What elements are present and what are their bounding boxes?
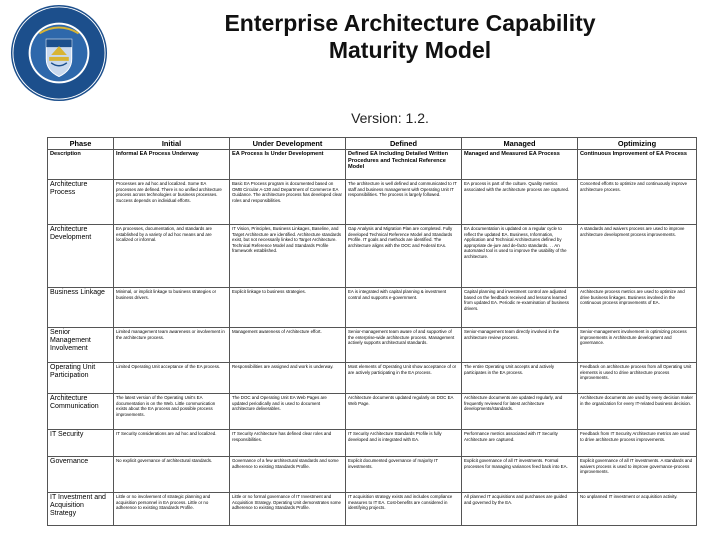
table-cell: Architecture documents updated regularly on DOC EA Web Page. — [346, 394, 462, 430]
column-header-managed: Managed — [462, 138, 578, 150]
table-cell: Limited management team awareness or involvement in the architecture process. — [114, 328, 230, 363]
table-cell: IT Security considerations are ad hoc and localized. — [114, 430, 230, 457]
table-cell: All planned IT acquisitions and purchases are guided and governed by the EA. — [462, 493, 578, 526]
table-cell: Concerted efforts to optimize and continuously improve architecture process. — [578, 180, 697, 225]
table-cell: Feedback from IT Security Architecture metrics are used to drive architecture process improvements. — [578, 430, 697, 457]
table-cell: Responsibilities are assigned and work is underway. — [230, 363, 346, 394]
table-cell: A standards and waivers process are used to improve architecture development process improvements. — [578, 225, 697, 288]
table-cell: EA is integrated with capital planning & investment control and supports e-government. — [346, 288, 462, 328]
table-cell: Governance of a few architectural standards and some adherence to existing Standards Profile. — [230, 457, 346, 493]
table-row-operating-unit-participation — [48, 363, 697, 394]
table-cell: The entire Operating Unit accepts and actively participates in the EA process. — [462, 363, 578, 394]
version-label: Version: 1.2. — [351, 110, 429, 126]
department-of-commerce-seal — [10, 4, 108, 102]
table-cell: Little or no formal governance of IT Investment and Acquisition Strategy. Operating Unit demonstrates some adherence to existing Standards Profile. — [230, 493, 346, 526]
table-cell: Gap Analysis and Migration Plan are completed. Fully developed Technical Reference Model and Standards Profile. IT goals and methods are identified. The architecture aligns with the DOC and Federal EAs. — [346, 225, 462, 288]
table-cell: Senior-management team directly involved in the architecture review process. — [462, 328, 578, 363]
column-header-phase: Phase — [48, 138, 114, 150]
table-cell: Basic EA Process program is documented based on OMB Circular A-130 and Department of Commerce EA Guidance. The architecture process has developed clear roles and responsibilities. — [230, 180, 346, 225]
table-cell: Performance metrics associated with IT Security Architecture are captured. — [462, 430, 578, 457]
row-header: Operating Unit Participation — [48, 363, 114, 394]
page-title — [150, 10, 670, 64]
table-row-governance — [48, 457, 697, 493]
table-cell: EA Process Is Under Development — [230, 150, 346, 180]
table-cell: Minimal, or implicit linkage to business strategies or business drivers. — [114, 288, 230, 328]
table-cell: Architecture documents are updated regularly, and frequently reviewed for latest architecture developments/standards. — [462, 394, 578, 430]
title-line-2: Maturity Model — [328, 37, 492, 63]
table-cell: EA processes, documentation, and standards are established by a variety of ad hoc means and are localized or informal. — [114, 225, 230, 288]
row-header: Description — [48, 150, 114, 180]
table-cell: Little or no involvement of strategic planning and acquisition personnel in EA process. Little or no adherence to existing Standards Profile. — [114, 493, 230, 526]
table-cell: The DOC and Operating Unit EA Web Pages are updated periodically and is used to document architecture deliverables. — [230, 394, 346, 430]
table-cell: Informal EA Process Underway — [114, 150, 230, 180]
table-cell: IT Security Architecture has defined clear roles and responsibilities. — [230, 430, 346, 457]
table-cell: Feedback on architecture process from all Operating Unit elements is used to drive architecture process improvements. — [578, 363, 697, 394]
table-cell: Limited Operating Unit acceptance of the EA process. — [114, 363, 230, 394]
table-cell: Architecture documents are used by every decision maker in the organization for every IT-related business decision. — [578, 394, 697, 430]
table-cell: No unplanned IT investment or acquisition activity. — [578, 493, 697, 526]
table-header-row — [48, 138, 697, 150]
table-cell: EA documentation is updated on a regular cycle to reflect the updated EA. Business, Information, Application and Technical Architectures defined by appropriate de-jure and de-facto standards. . . An automated tool is used to improve the usability of the architecture. — [462, 225, 578, 288]
row-header: Architecture Development — [48, 225, 114, 288]
table-cell: Explicit documented governance of majority IT investments. — [346, 457, 462, 493]
row-header: Business Linkage — [48, 288, 114, 328]
table-cell: Capital planning and investment control are adjusted based on the feedback received and lessons learned from updated EA. Periodic re-examination of business drivers. — [462, 288, 578, 328]
row-header: IT Security — [48, 430, 114, 457]
column-header-initial: Initial — [114, 138, 230, 150]
table-cell: IT Security Architecture Standards Profile is fully developed and is integrated with EA. — [346, 430, 462, 457]
column-header-under-development: Under Development — [230, 138, 346, 150]
table-cell: Explicit linkage to business strategies. — [230, 288, 346, 328]
table-cell: Senior-management team aware of and supportive of the enterprise-wide architecture process. Management actively supports architectural standards. — [346, 328, 462, 363]
maturity-model-table — [47, 137, 697, 526]
table-row-description — [48, 150, 697, 180]
table-cell: Processes are ad hoc and localized. Some EA processes are defined. There is no unified architecture process across technologies or business processes. Success depends on individual efforts. — [114, 180, 230, 225]
table-cell: Management awareness of Architecture effort. — [230, 328, 346, 363]
table-cell: The latest version of the Operating Unit's EA documentation is on the Web. Little communication exists about the EA process and possible process improvements. — [114, 394, 230, 430]
row-header: Senior Management Involvement — [48, 328, 114, 363]
table-row-senior-management-involvement — [48, 328, 697, 363]
table-row-architecture-process — [48, 180, 697, 225]
table-cell: Continuous Improvement of EA Process — [578, 150, 697, 180]
table-cell: Senior-management involvement in optimizing process improvements in Architecture development and governance. — [578, 328, 697, 363]
table-row-architecture-communication — [48, 394, 697, 430]
table-cell: Most elements of Operating Unit show acceptance of or are actively participating in the EA process. — [346, 363, 462, 394]
table-cell: The architecture is well defined and communicated to IT staff and business management with Operating Unit IT responsibilities. The process is largely followed. — [346, 180, 462, 225]
table-cell: Managed and Measured EA Process — [462, 150, 578, 180]
table-row-architecture-development — [48, 225, 697, 288]
column-header-optimizing: Optimizing — [578, 138, 697, 150]
table-row-it-security — [48, 430, 697, 457]
table-cell: Architecture process metrics are used to optimize and drive business linkages. Business involved in the continuous process improvements of EA. — [578, 288, 697, 328]
column-header-defined: Defined — [346, 138, 462, 150]
row-header: Architecture Process — [48, 180, 114, 225]
table-cell: No explicit governance of architectural standards. — [114, 457, 230, 493]
table-cell: Explicit governance of all IT investments. A standards and waivers process is used to improve governance-process improvements. — [578, 457, 697, 493]
row-header: Architecture Communication — [48, 394, 114, 430]
row-header: Governance — [48, 457, 114, 493]
table-cell: IT acquisition strategy exists and includes compliance measures to IT EA. Cost-benefits are considered in identifying projects. — [346, 493, 462, 526]
row-header: IT Investment and Acquisition Strategy — [48, 493, 114, 526]
table-cell: IT Vision, Principles, Business Linkages, Baseline, and Target Architecture are identified. Architecture standards exist, but not necessarily linked to Target Architecture. Technical Reference Model and Standards Profile framework established. — [230, 225, 346, 288]
table-cell: Explicit governance of all IT investments. Formal processes for managing variances feed back into EA. — [462, 457, 578, 493]
table-row-it-investment-and-acquisition-strategy — [48, 493, 697, 526]
table-cell: Defined EA Including Detailed Written Procedures and Technical Reference Model — [346, 150, 462, 180]
title-line-1: Enterprise Architecture Capability — [224, 10, 596, 36]
table-cell: EA process is part of the culture. Quality metrics associated with the architecture process are captured. — [462, 180, 578, 225]
table-row-business-linkage — [48, 288, 697, 328]
